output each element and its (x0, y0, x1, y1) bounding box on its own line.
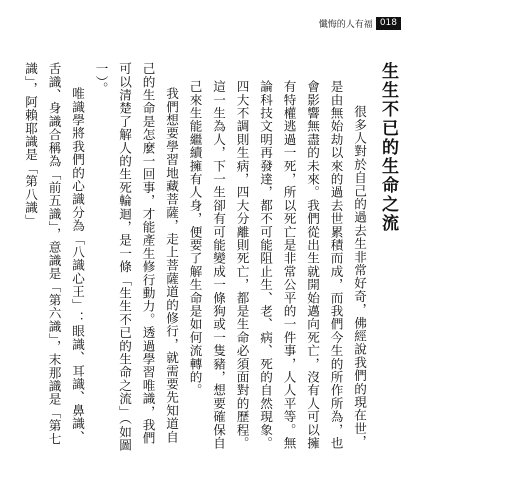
running-header (256, 14, 401, 33)
paragraph-2: 我們想要學習地藏菩薩，走上菩薩道的修行，就需要先知道自己的生命是怎麼一回事，才能產生修行動力。透過學習唯識，我們可以清楚了解人的生死輪迴，是一條「生生不已的生命之流」（如圖一）。 (93, 62, 179, 452)
page-number: 018 (376, 17, 401, 30)
section-heading: 生生不已的生命之流 (378, 62, 398, 233)
book-title: 懺悔的人有福 (318, 20, 373, 30)
paragraph-1: 很多人對於自己的過去生非常好奇，佛經說我們的現在世，是由無始劫以來的過去世累積而成，而我們今生的所作所為，也會影響無盡的未來。我們從出生就開始邁向死亡，沒有人可以擁有特權逃過一死，所以死亡是非常公平的一件事，人人平等。無論科技文明再發達，都不可能阻止生、老、病、死的自然現象。四大不調則生病，四大分離則死亡，都是生命必須面對的歷程。這一生為人，下一生卻有可能變成一條狗或一隻豬，想要確保自己來生能繼續擁有人身，便要了解生命是如何流轉的。 (187, 80, 367, 450)
vertical-text-block (23, 62, 410, 452)
paragraph-3: 唯識學將我們的心識分為「八識心王」：眼識、耳識、鼻識、舌識、身識合稱為「前五識」，意識是「第六識」，末那識是「第七識」，阿賴耶識是「第八識」 (23, 62, 85, 446)
